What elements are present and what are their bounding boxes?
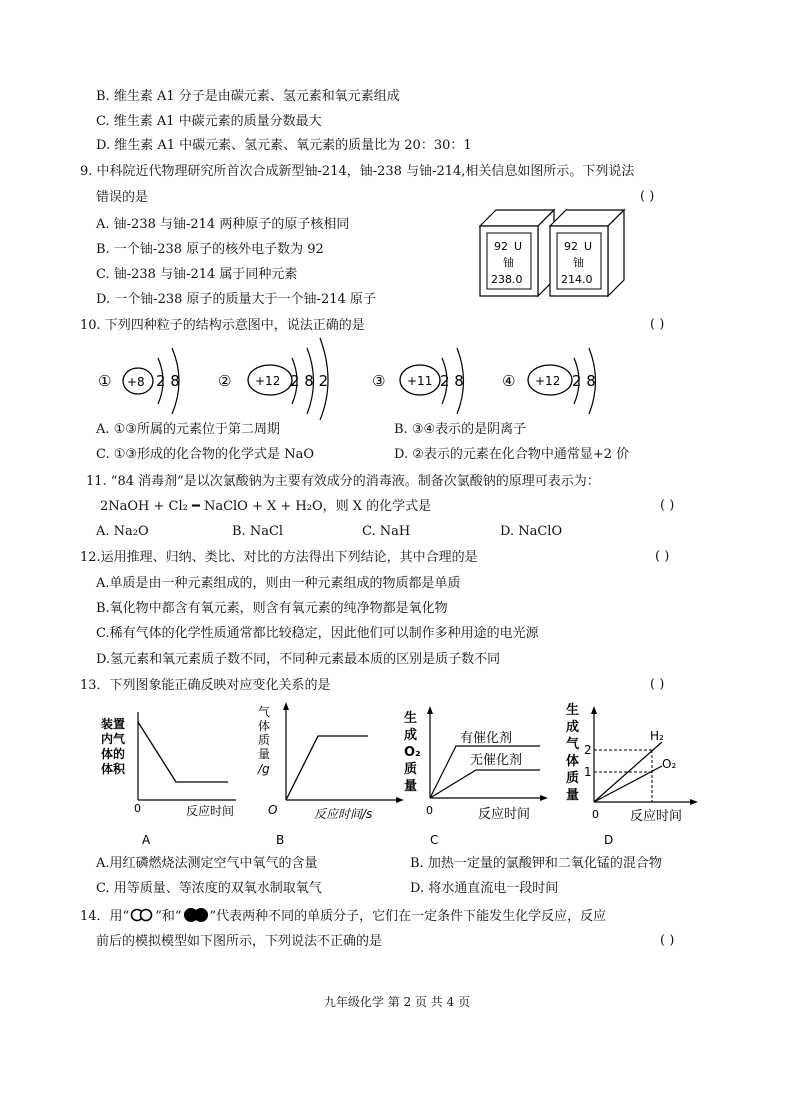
q12-option-d: D.氢元素和氧元素质子数不同，不同种元素最本质的区别是质子数不同 [96, 652, 501, 667]
q14-answer-paren: ( ) [660, 933, 675, 948]
q11-option-c: C. NaH [362, 524, 411, 539]
particle-3-nucleus: +11 [407, 374, 433, 388]
graph-d-xlabel: 反应时间 [630, 809, 683, 824]
graph-b-xlabel: 反应时间/s [314, 807, 373, 821]
graph-c-letter: C [430, 833, 439, 847]
particle-4-nucleus: +12 [535, 374, 561, 388]
graph-a-origin: 0 [134, 802, 141, 815]
graph-d-ylabel-3: 气 [566, 737, 580, 752]
graph-d-series-o2: O₂ [662, 757, 677, 771]
particle-3-label: ③ [372, 372, 386, 390]
particle-3 [372, 348, 464, 414]
page-footer: 九年级化学 第 2 页 共 4 页 [323, 995, 471, 1009]
q14-stem-b: ”和“ [155, 909, 182, 924]
q12-option-a: A.单质是由一种元素组成的，则由一种元素组成的物质都是单质 [96, 576, 461, 591]
graph-d [564, 700, 704, 850]
graph-a-letter: A [142, 833, 151, 847]
q14-stem [80, 907, 606, 926]
q10-option-a: A. ①③所属的元素位于第二周期 [96, 422, 280, 437]
q12-answer-paren: ( ) [655, 549, 670, 564]
graph-a-ylabel-1: 装置 [101, 717, 126, 731]
q11-stem: 11. “84 消毒剂”是以次氯酸钠为主要有效成分的消毒液。制备次氯酸钠的原理可表示为： [86, 474, 600, 489]
graph-a [98, 700, 248, 850]
graph-c-series-1: 有催化剂 [460, 731, 513, 746]
graph-c-origin: 0 [426, 804, 433, 817]
q13-option-c: C. 用等质量、等浓度的双氧水制取氧气 [96, 881, 322, 896]
particle-2-shells: 2 8 2 [290, 372, 329, 390]
particle-1-shells: 2 8 [156, 372, 180, 390]
particle-4-shells: 2 8 [572, 372, 596, 390]
q9-stem-cont: 错误的是 [96, 190, 149, 205]
q13-stem: 13．下列图象能正确反映对应变化关系的是 [80, 678, 331, 693]
graph-b-letter: B [276, 833, 285, 847]
graph-d-origin: 0 [592, 808, 599, 821]
q12-option-b: B.氧化物中都含有氧元素，则含有氧元素的纯净物都是氧化物 [96, 601, 448, 616]
graph-b-ylabel-4: 量 [258, 747, 271, 761]
q9-option-d: D. 一个铀-238 原子的质量大于一个铀-214 原子 [96, 292, 376, 307]
graph-a-ylabel-4: 体积 [101, 762, 126, 776]
q10-option-b: B. ③④表示的是阴离子 [394, 422, 527, 437]
card1-name: 铀 [503, 256, 514, 269]
particle-1-label: ① [98, 372, 112, 390]
graph-b [256, 700, 406, 850]
q11-equation: 2NaOH + Cl₂ ━ NaClO + X + H₂O，则 X 的化学式是 [100, 499, 432, 514]
q9-stem: 9. 中科院近代物理研究所首次合成新型铀-214，铀-238 与铀-214,相关信息如图所示。下列说法 [80, 164, 635, 179]
graph-a-ylabel-2: 内气 [101, 732, 126, 746]
particle-4-label: ④ [502, 372, 516, 390]
particle-2 [218, 338, 328, 420]
card1-symbol: U [514, 240, 523, 253]
graph-d-tick-1: 1 [584, 765, 592, 779]
card1-number: 92 [494, 240, 508, 253]
graph-d-tick-2: 2 [584, 743, 592, 757]
graph-b-ylabel-unit: /g [258, 762, 270, 776]
q11-answer-paren: ( ) [660, 498, 675, 513]
q13-option-a: A.用红磷燃烧法测定空气中氧气的含量 [96, 856, 318, 871]
graph-d-ylabel-2: 成 [566, 720, 580, 735]
particle-3-shells: 2 8 [440, 372, 464, 390]
graph-b-ylabel-1: 气 [258, 705, 271, 719]
q13-option-d: D. 将水通直流电一段时间 [410, 881, 559, 896]
graph-d-series-h2: H₂ [650, 729, 664, 743]
particle-1 [98, 348, 180, 414]
graph-d-ylabel-4: 体 [566, 754, 580, 769]
graph-c-ylabel-5: 量 [404, 779, 418, 794]
q9-option-a: A. 铀-238 与铀-214 两种原子的原子核相同 [96, 217, 350, 232]
solid-molecule-icon [182, 907, 210, 923]
q11-option-b: B. NaCl [232, 524, 284, 539]
graph-d-letter: D [604, 833, 614, 847]
graph-c-series-2: 无催化剂 [470, 753, 523, 768]
particle-2-nucleus: +12 [255, 374, 281, 388]
q8-option-c: C. 维生素 A1 中碳元素的质量分数最大 [96, 114, 322, 129]
q9-option-c: C. 铀-238 与铀-214 属于同种元素 [96, 267, 298, 282]
graph-c-ylabel-2: 成 [404, 728, 418, 743]
card2-name: 铀 [573, 256, 584, 269]
q8-option-b: B. 维生素 A1 分子是由碳元素、氢元素和氧元素组成 [96, 89, 400, 104]
q14-stem-cont: 前后的模拟模型如下图所示，下列说法不正确的是 [96, 934, 383, 949]
q9-option-b: B. 一个铀-238 原子的核外电子数为 92 [96, 242, 324, 257]
uranium-cards [478, 208, 628, 300]
card2-symbol: U [584, 240, 593, 253]
q10-stem: 10. 下列四种粒子的结构示意图中，说法正确的是 [80, 318, 365, 333]
graph-d-ylabel-1: 生 [566, 703, 580, 718]
graph-b-ylabel-2: 体 [258, 719, 271, 733]
graph-a-xlabel: 反应时间 [186, 804, 235, 818]
card2-number: 92 [564, 240, 578, 253]
graph-d-ylabel-6: 量 [566, 788, 580, 803]
q13-answer-paren: ( ) [650, 677, 665, 692]
q11-option-a: A. Na₂O [96, 524, 149, 539]
q11-option-d: D. NaClO [500, 524, 563, 539]
graph-c-ylabel-3: O₂ [404, 745, 421, 760]
q14-stem-a: 14．用“ [80, 909, 130, 924]
q10-option-d: D. ②表示的元素在化合物中通常显+2 价 [394, 447, 630, 462]
uranium-card-238 [480, 210, 554, 296]
graph-d-ylabel-5: 质 [566, 771, 580, 786]
q10-answer-paren: ( ) [650, 317, 665, 332]
q12-option-c: C.稀有气体的化学性质通常都比较稳定，因此他们可以制作多种用途的电光源 [96, 626, 539, 641]
card2-mass: 214.0 [561, 273, 593, 286]
graph-b-origin: O [268, 803, 278, 817]
particle-4 [502, 348, 596, 414]
q10-option-c: C. ①③形成的化合物的化学式是 NaO [96, 447, 314, 462]
graph-c [400, 700, 556, 850]
graph-a-ylabel-3: 体的 [101, 747, 126, 761]
q12-stem: 12.运用推理、归纳、类比、对比的方法得出下列结论，其中合理的是 [80, 550, 478, 565]
graph-c-ylabel-4: 质 [404, 762, 418, 777]
q14-stem-c: ”代表两种不同的单质分子，它们在一定条件下能发生化学反应，反应 [209, 909, 607, 924]
q13-option-b: B. 加热一定量的氯酸钾和二氧化锰的混合物 [410, 856, 662, 871]
graph-c-ylabel-1: 生 [404, 711, 418, 726]
uranium-card-214 [550, 210, 624, 296]
graph-c-xlabel: 反应时间 [478, 807, 531, 822]
q9-answer-paren: ( ) [640, 189, 655, 204]
hollow-molecule-icon [129, 908, 155, 922]
particle-diagrams [90, 336, 610, 420]
card1-mass: 238.0 [491, 273, 523, 286]
particle-1-nucleus: +8 [127, 375, 145, 389]
graph-b-ylabel-3: 质 [258, 733, 271, 747]
particle-2-label: ② [218, 372, 232, 390]
q8-option-d: D. 维生素 A1 中碳元素、氢元素、氧元素的质量比为 20：30：1 [96, 138, 472, 153]
